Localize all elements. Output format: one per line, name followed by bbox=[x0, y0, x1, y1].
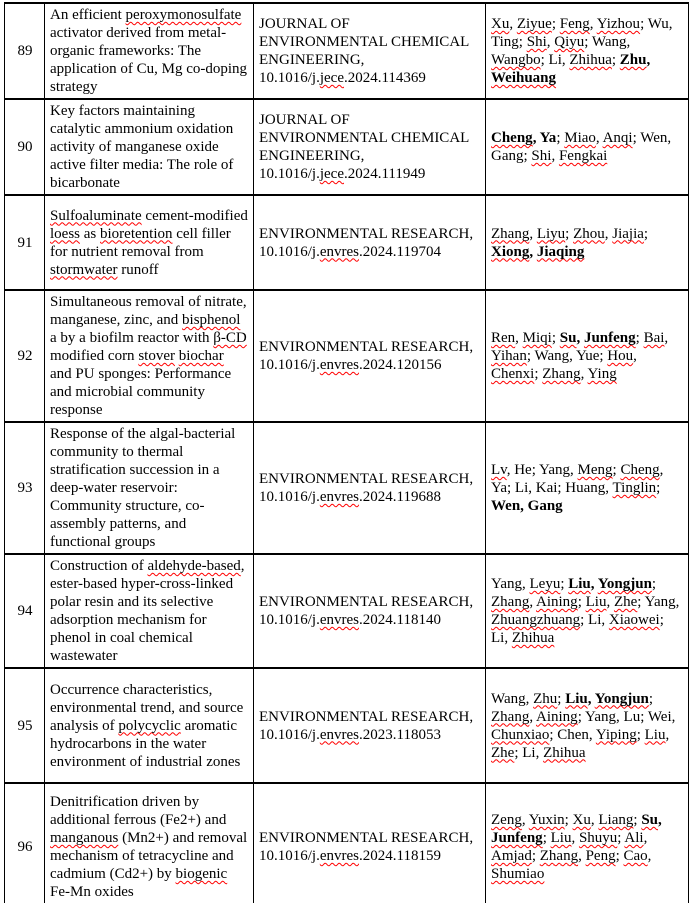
text-segment: Ya bbox=[539, 130, 557, 146]
text-segment: .2024.111949 bbox=[343, 166, 426, 182]
authors-cell bbox=[486, 290, 689, 422]
text-segment: ; bbox=[643, 225, 649, 242]
paper-title-cell bbox=[45, 195, 254, 290]
spellcheck-flagged-text: Zhihua bbox=[511, 630, 555, 646]
text-segment: Construction of bbox=[50, 558, 148, 574]
text-segment: cement-modified bbox=[141, 207, 248, 224]
spellcheck-flagged-text: Aining bbox=[536, 708, 578, 725]
text-segment: a by a biofilm reactor with bbox=[50, 330, 214, 346]
text-segment: , bbox=[646, 52, 651, 68]
spellcheck-flagged-text: Peng bbox=[585, 848, 616, 864]
text-segment: ; bbox=[556, 130, 565, 146]
text-segment: .2024.119688 bbox=[359, 489, 441, 505]
text-segment: , bbox=[576, 330, 584, 346]
spellcheck-flagged-text: Cao bbox=[623, 848, 648, 864]
text-segment: , bbox=[658, 812, 662, 828]
text-segment: ; bbox=[615, 848, 624, 864]
text-segment: , bbox=[647, 848, 652, 864]
text-segment: .2024.120156 bbox=[359, 357, 442, 373]
text-segment: , bbox=[643, 830, 648, 846]
text-segment: ; bbox=[612, 462, 621, 478]
text-segment: ; Wu, Ting; bbox=[491, 16, 673, 50]
text-segment: runoff bbox=[117, 261, 159, 278]
text-segment: ENVIRONMENTAL RESEARCH, 10.1016/j. bbox=[259, 830, 474, 864]
text-segment: ; bbox=[565, 225, 574, 242]
text-segment: .2024.118159 bbox=[359, 848, 441, 864]
spellcheck-flagged-text: Ali bbox=[624, 830, 644, 846]
text-segment: activator derived from metal-organic frameworks: The application of Cu, Mg co-doping strategy bbox=[50, 25, 248, 95]
spellcheck-flagged-text: bioretention bbox=[100, 225, 173, 242]
text-segment: as bbox=[80, 225, 100, 242]
journal-doi-cell bbox=[254, 3, 486, 99]
spellcheck-flagged-text: biochar bbox=[178, 348, 224, 364]
spellcheck-flagged-text: Zhou bbox=[573, 225, 605, 242]
spellcheck-flagged-text: envres bbox=[319, 848, 359, 864]
spellcheck-flagged-text: Liu bbox=[550, 830, 572, 846]
text-segment: , bbox=[521, 812, 529, 828]
spellcheck-flagged-text: Feng bbox=[559, 16, 590, 32]
spellcheck-flagged-text: Fengkai bbox=[558, 148, 608, 164]
spellcheck-flagged-text: Zhu bbox=[533, 690, 558, 707]
authors-cell bbox=[486, 783, 689, 903]
spellcheck-flagged-text: Yongjun bbox=[594, 690, 649, 707]
text-segment: Occurrence characteristics, environmental trend, and source analysis of bbox=[50, 681, 244, 734]
text-segment: ; bbox=[542, 830, 551, 846]
text-segment: (Mn2+) and removal mechanism of tetracycline and cadmium (Cd2+) by bbox=[50, 830, 248, 882]
spellcheck-flagged-text: Miqi bbox=[522, 330, 552, 346]
text-segment: modified corn bbox=[50, 348, 139, 364]
text-segment: ; Yang, Lu; Wei, bbox=[577, 708, 676, 725]
spellcheck-flagged-text: manganous bbox=[50, 830, 119, 846]
spellcheck-flagged-text: Shi bbox=[531, 148, 552, 164]
row-number-cell: 90 bbox=[5, 99, 45, 195]
text-segment: ; bbox=[534, 366, 543, 382]
spellcheck-flagged-text: Zhe bbox=[491, 744, 515, 761]
text-segment: , bbox=[606, 594, 614, 610]
text-segment: , bbox=[590, 812, 599, 828]
paper-title-cell bbox=[45, 783, 254, 903]
text-segment: , bbox=[590, 576, 598, 592]
spellcheck-flagged-text: Zhang bbox=[491, 225, 530, 242]
text-segment: and PU sponges: Performance and microbial community response bbox=[50, 366, 232, 418]
spellcheck-flagged-text: aldehyde-based bbox=[147, 558, 241, 574]
authors-cell bbox=[486, 195, 689, 290]
spellcheck-flagged-text: Liang bbox=[598, 812, 634, 828]
spellcheck-flagged-text: Liu bbox=[565, 690, 588, 707]
spellcheck-flagged-text: Ren bbox=[491, 330, 516, 346]
spellcheck-flagged-text: Lv bbox=[491, 462, 507, 478]
spellcheck-flagged-text: Chunxiao bbox=[491, 726, 550, 743]
spellcheck-flagged-text: Cheng bbox=[491, 130, 533, 146]
spellcheck-flagged-text: Zhe bbox=[613, 594, 638, 610]
text-segment: .2023.118053 bbox=[359, 726, 441, 743]
text-segment: , He; Yang, bbox=[506, 462, 578, 478]
authors-cell bbox=[486, 3, 689, 99]
spellcheck-flagged-text: envres bbox=[319, 243, 359, 260]
text-segment: ; Li, bbox=[491, 612, 664, 646]
spellcheck-flagged-text: Jiaqing bbox=[536, 243, 585, 260]
publications-table bbox=[4, 2, 689, 903]
spellcheck-flagged-text: Yongjun bbox=[597, 576, 652, 592]
journal-doi-cell bbox=[254, 195, 486, 290]
spellcheck-flagged-text: Hou bbox=[607, 348, 634, 364]
spellcheck-flagged-text: Shumiao bbox=[491, 866, 545, 882]
spellcheck-flagged-text: Zhuangzhuang bbox=[491, 612, 581, 628]
text-segment: Fe-Mn oxides bbox=[50, 884, 134, 900]
paper-title-cell bbox=[45, 290, 254, 422]
text-segment: ; Li, bbox=[514, 744, 544, 761]
row-number-cell: 92 bbox=[5, 290, 45, 422]
text-segment: , bbox=[529, 708, 537, 725]
journal-doi-cell bbox=[254, 554, 486, 668]
text-segment: ENVIRONMENTAL RESEARCH, 10.1016/j. bbox=[259, 471, 474, 505]
text-segment: cell filler for nutrient removal from bbox=[50, 225, 231, 260]
text-segment: ; bbox=[531, 848, 540, 864]
text-segment: , bbox=[529, 225, 537, 242]
paper-title-cell bbox=[45, 3, 254, 99]
spellcheck-flagged-text: jece bbox=[319, 166, 344, 182]
text-segment: ; Wang, Yue; bbox=[526, 348, 608, 364]
text-segment: ; bbox=[635, 330, 644, 346]
spellcheck-flagged-text: Ying bbox=[587, 366, 617, 382]
text-segment: , bbox=[604, 225, 613, 242]
text-segment: ; bbox=[617, 830, 625, 846]
spellcheck-flagged-text: biogenic bbox=[175, 866, 228, 882]
text-segment: .2024.119704 bbox=[359, 243, 441, 260]
table-row bbox=[5, 3, 689, 99]
spellcheck-flagged-text: Zhihua bbox=[543, 744, 586, 761]
spellcheck-flagged-text: Liu bbox=[644, 726, 666, 743]
spellcheck-flagged-text: polycyclic bbox=[118, 717, 181, 734]
text-segment: ; bbox=[611, 52, 620, 68]
spellcheck-flagged-text: Cheng bbox=[620, 462, 660, 478]
journal-doi-cell bbox=[254, 422, 486, 554]
spellcheck-flagged-text: Leyu bbox=[529, 576, 561, 592]
text-segment: , bbox=[578, 848, 586, 864]
text-segment: Response of the algal-bacterial community to thermal stratification succession in a deep-water reservoir: Community structure, co-assembly patterns, and functional groups bbox=[50, 426, 236, 550]
text-segment: ; Wen, Gang; bbox=[491, 130, 672, 164]
spellcheck-flagged-text: envres bbox=[319, 612, 359, 628]
text-segment: , Ya; Li, Kai; Huang, bbox=[491, 462, 664, 496]
journal-doi-cell bbox=[254, 668, 486, 783]
papers-table-body bbox=[5, 3, 689, 903]
spellcheck-flagged-text: Junfeng bbox=[583, 330, 636, 346]
text-segment: ; Li, bbox=[540, 52, 570, 68]
paper-title-cell bbox=[45, 668, 254, 783]
spellcheck-flagged-text: Xu bbox=[491, 16, 510, 32]
spellcheck-flagged-text: Shi bbox=[526, 34, 547, 50]
text-segment: Wen, Gang bbox=[491, 498, 563, 514]
text-segment: , bbox=[509, 16, 517, 32]
text-segment: ; bbox=[560, 576, 569, 592]
spellcheck-flagged-text: Zhu bbox=[619, 52, 647, 68]
spellcheck-flagged-text: Anqi bbox=[602, 130, 633, 146]
text-segment: ENVIRONMENTAL RESEARCH, 10.1016/j. bbox=[259, 708, 474, 743]
text-segment: ENVIRONMENTAL RESEARCH, 10.1016/j. bbox=[259, 339, 474, 373]
text-segment: , bbox=[551, 148, 559, 164]
spellcheck-flagged-text: Su bbox=[559, 330, 577, 346]
text-segment: JOURNAL OF ENVIRONMENTAL CHEMICAL ENGINEERING, 10.1016/j. bbox=[259, 16, 469, 86]
table-row bbox=[5, 422, 689, 554]
text-segment: JOURNAL OF ENVIRONMENTAL CHEMICAL ENGINEERING, 10.1016/j. bbox=[259, 112, 469, 182]
spellcheck-flagged-text: Weihuang bbox=[491, 70, 557, 86]
text-segment: ; bbox=[557, 690, 566, 707]
spellcheck-flagged-text: bisphenol bbox=[182, 312, 241, 328]
table-row bbox=[5, 195, 689, 290]
paper-title-cell bbox=[45, 422, 254, 554]
authors-cell bbox=[486, 99, 689, 195]
row-number-cell: 96 bbox=[5, 783, 45, 903]
spellcheck-flagged-text: Liu bbox=[568, 576, 591, 592]
row-number-cell: 89 bbox=[5, 3, 45, 99]
text-segment: ; bbox=[564, 812, 573, 828]
spellcheck-flagged-text: peroxymonosulfate bbox=[125, 7, 242, 23]
journal-doi-cell bbox=[254, 290, 486, 422]
paper-title-cell bbox=[45, 554, 254, 668]
text-segment: , bbox=[515, 330, 523, 346]
spellcheck-flagged-text: jece bbox=[319, 70, 344, 86]
spellcheck-flagged-text: Bai bbox=[643, 330, 665, 346]
spellcheck-flagged-text: Xiong bbox=[491, 243, 530, 260]
text-segment: Simultaneous removal of nitrate, manganese, zinc, and bbox=[50, 294, 247, 328]
text-segment: , bbox=[529, 243, 537, 260]
spellcheck-flagged-text: Zeng bbox=[491, 812, 522, 828]
spellcheck-flagged-text: Meng bbox=[577, 462, 613, 478]
table-row bbox=[5, 99, 689, 195]
text-segment: , bbox=[529, 594, 537, 610]
text-segment: ; bbox=[551, 330, 560, 346]
spellcheck-flagged-text: Qiyu bbox=[554, 34, 585, 50]
text-segment: , bbox=[595, 130, 603, 146]
authors-cell bbox=[486, 422, 689, 554]
text-segment: Denitrification driven by additional ferrous (Fe2+) and bbox=[50, 794, 227, 828]
text-segment: ; Yang, bbox=[637, 594, 680, 610]
spellcheck-flagged-text: envres bbox=[319, 357, 359, 373]
spellcheck-flagged-text: stormwater bbox=[50, 261, 118, 278]
spellcheck-flagged-text: Zhihua bbox=[569, 52, 612, 68]
text-segment: Key factors maintaining catalytic ammonium oxidation activity of manganese oxide active filter media: The role of bicarbonate bbox=[50, 103, 234, 191]
table-row bbox=[5, 783, 689, 903]
text-segment: aromatic hydrocarbons in the water environment of industrial zones bbox=[50, 717, 241, 770]
spellcheck-flagged-text: Ziyue bbox=[516, 16, 552, 32]
text-segment: , ester-based hyper-cross-linked polar resin and its selective adsorption mechanism for phenol in coal chemical wastewater bbox=[50, 558, 245, 664]
spellcheck-flagged-text: Yizhou bbox=[596, 16, 641, 32]
spellcheck-flagged-text: stover bbox=[138, 348, 175, 364]
text-segment: , bbox=[580, 366, 588, 382]
table-row bbox=[5, 668, 689, 783]
text-segment: , bbox=[589, 16, 597, 32]
text-segment: .2024.114369 bbox=[343, 70, 426, 86]
text-segment: , bbox=[571, 830, 579, 846]
journal-doi-cell bbox=[254, 99, 486, 195]
spellcheck-flagged-text: Shuyu bbox=[578, 830, 618, 846]
spellcheck-flagged-text: Yuxin bbox=[528, 812, 565, 828]
text-segment: ENVIRONMENTAL RESEARCH, 10.1016/j. bbox=[259, 594, 474, 628]
text-segment: ; bbox=[577, 594, 586, 610]
journal-doi-cell bbox=[254, 783, 486, 903]
spellcheck-flagged-text: Junfeng bbox=[491, 830, 543, 846]
spellcheck-flagged-text: Liyu bbox=[536, 225, 566, 242]
spellcheck-flagged-text: Jiajia bbox=[612, 225, 644, 242]
spellcheck-flagged-text: Aining bbox=[536, 594, 578, 610]
text-segment: Wang, bbox=[491, 690, 534, 707]
row-number-cell: 93 bbox=[5, 422, 45, 554]
spellcheck-flagged-text: Xiaowei bbox=[608, 612, 660, 628]
text-segment: , bbox=[532, 130, 540, 146]
spellcheck-flagged-text: Zhang bbox=[491, 594, 530, 610]
spellcheck-flagged-text: Su bbox=[641, 812, 658, 828]
row-number-cell: 95 bbox=[5, 668, 45, 783]
text-segment: ; bbox=[633, 812, 642, 828]
spellcheck-flagged-text: Xu bbox=[572, 812, 591, 828]
row-number-cell: 94 bbox=[5, 554, 45, 668]
text-segment: , bbox=[587, 690, 595, 707]
spellcheck-flagged-text: envres bbox=[319, 726, 359, 743]
text-segment: ; bbox=[648, 690, 654, 707]
text-segment: An efficient bbox=[50, 7, 126, 23]
text-segment: , bbox=[546, 34, 555, 50]
text-segment: ; bbox=[636, 726, 645, 743]
text-segment: .2024.118140 bbox=[359, 612, 441, 628]
spellcheck-flagged-text: Zhang bbox=[542, 366, 581, 382]
text-segment: , bbox=[664, 330, 669, 346]
spellcheck-flagged-text: Miao bbox=[564, 130, 596, 146]
text-segment: Yang, bbox=[491, 576, 530, 592]
text-segment: , bbox=[633, 348, 637, 364]
spellcheck-flagged-text: Zhang bbox=[491, 708, 530, 725]
spellcheck-flagged-text: Liu bbox=[585, 594, 607, 610]
spellcheck-flagged-text: Tinglin bbox=[612, 480, 657, 496]
spellcheck-flagged-text: Zhang bbox=[539, 848, 579, 864]
text-segment: , bbox=[665, 726, 670, 743]
spellcheck-flagged-text: Sulfoaluminate bbox=[50, 207, 142, 224]
text-segment: ; bbox=[651, 576, 657, 592]
text-segment: ENVIRONMENTAL RESEARCH, 10.1016/j. bbox=[259, 225, 474, 260]
spellcheck-flagged-text: β-CD bbox=[213, 330, 247, 346]
text-segment: ; Chen, bbox=[549, 726, 596, 743]
text-segment: ; bbox=[656, 480, 661, 496]
table-row bbox=[5, 554, 689, 668]
authors-cell bbox=[486, 668, 689, 783]
text-segment: ; bbox=[551, 16, 560, 32]
spellcheck-flagged-text: Chenxi bbox=[491, 366, 535, 382]
spellcheck-flagged-text: Yiping bbox=[595, 726, 637, 743]
spellcheck-flagged-text: loess bbox=[50, 225, 80, 242]
table-row bbox=[5, 290, 689, 422]
row-number-cell: 91 bbox=[5, 195, 45, 290]
spellcheck-flagged-text: envres bbox=[319, 489, 359, 505]
authors-cell bbox=[486, 554, 689, 668]
text-segment: ; Li, bbox=[580, 612, 609, 628]
text-segment: ; Wang, bbox=[584, 34, 631, 50]
spellcheck-flagged-text: Yihan bbox=[491, 348, 527, 364]
paper-title-cell bbox=[45, 99, 254, 195]
spellcheck-flagged-text: Wangbo bbox=[491, 52, 541, 68]
spellcheck-flagged-text: Amjad bbox=[491, 848, 532, 864]
